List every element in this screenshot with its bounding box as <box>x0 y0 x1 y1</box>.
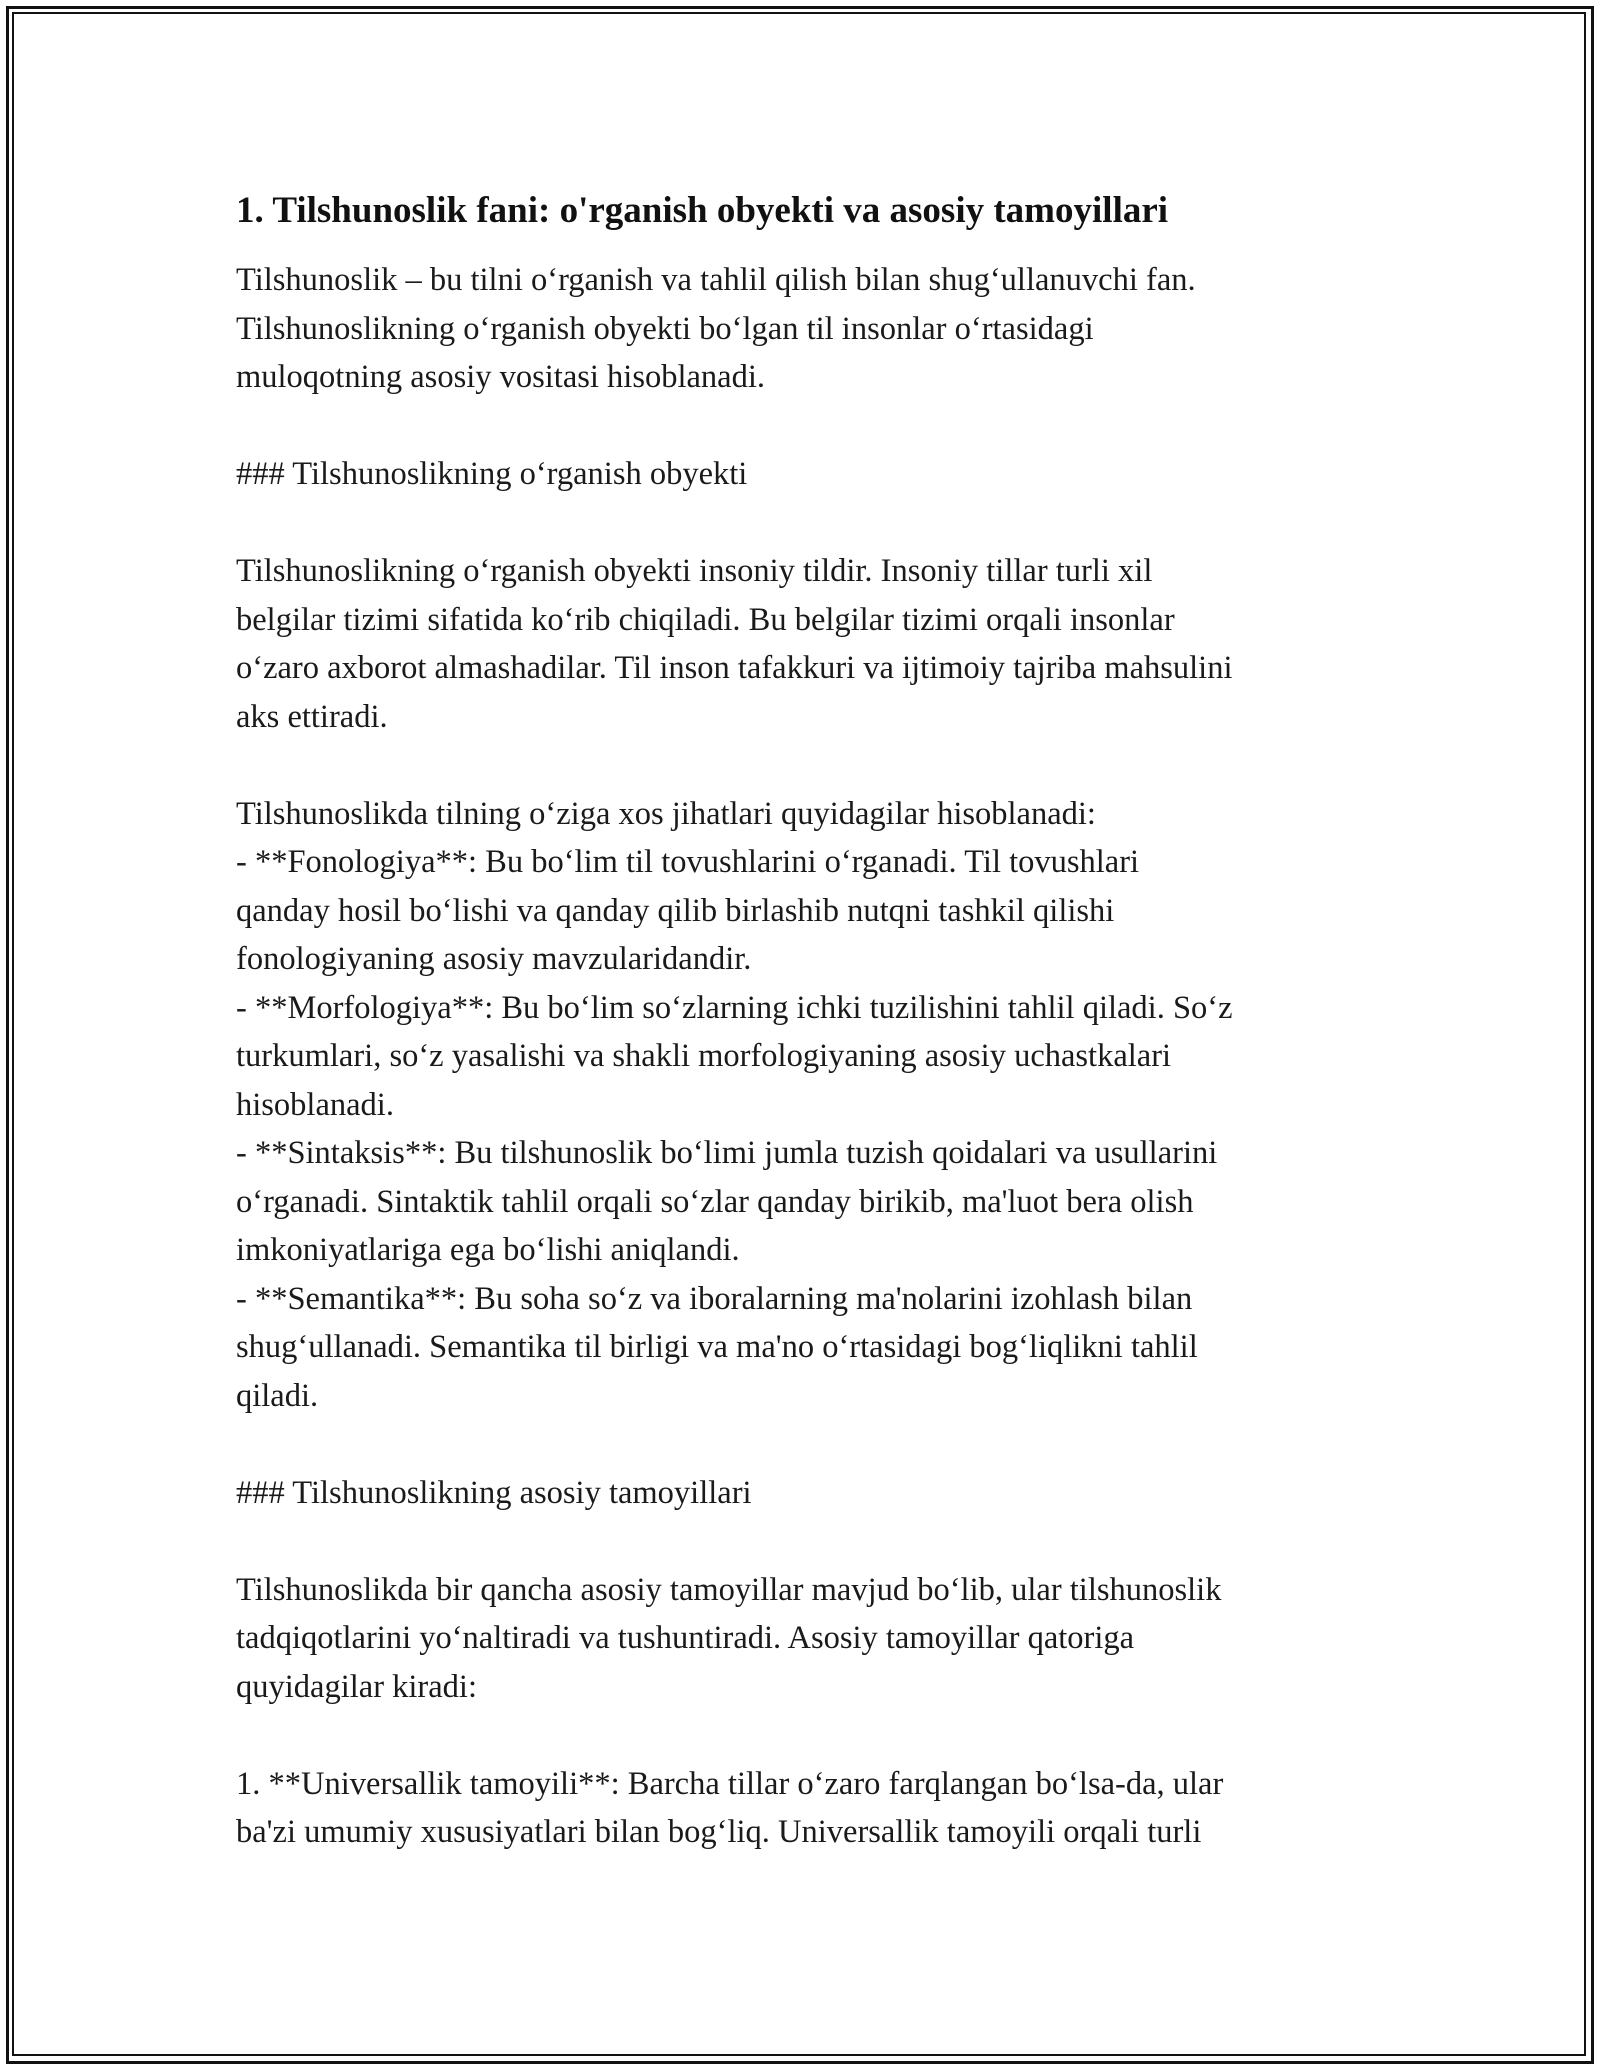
aspects-intro: Tilshunoslikda tilning o‘ziga xos jihatlari quyidagilar hisoblanadi: <box>236 795 1096 832</box>
list-item-line: imkoniyatlariga ega bo‘lishi aniqlandi. <box>236 1232 740 1268</box>
text-line: Tilshunoslikning o‘rganish obyekti insoniy tildir. Insoniy tillar turli xil <box>236 553 1153 589</box>
section-heading-object <box>236 450 1376 499</box>
section-heading-principles <box>236 1469 1376 1518</box>
principles-intro-paragraph <box>236 1566 1376 1712</box>
object-paragraph <box>236 547 1376 741</box>
list-item-line: hisoblanadi. <box>236 1086 394 1123</box>
spacer <box>236 741 1376 790</box>
text-line: tadqiqotlarini yo‘naltiradi va tushuntiradi. Asosiy tamoyillar qatoriga <box>236 1620 1135 1656</box>
list-item-line: qiladi. <box>236 1377 319 1414</box>
heading-text: ### Tilshunoslikning o‘rganish obyekti <box>236 456 748 492</box>
spacer <box>236 1711 1376 1760</box>
list-item-line: - **Semantika**: Bu soha so‘z va iboralarning ma'nolarini izohlash bilan <box>236 1280 1193 1317</box>
spacer <box>236 236 1376 256</box>
document-title: 1. Tilshunoslik fani: o'rganish obyekti va asosiy tamoyillari <box>236 190 1169 231</box>
text-line: 1. **Universallik tamoyili**: Barcha tillar o‘zaro farqlangan bo‘lsa-da, ular <box>236 1765 1224 1802</box>
text-line: Tilshunoslikning o‘rganish obyekti bo‘lgan til insonlar o‘rtasidagi <box>236 310 1094 347</box>
spacer <box>236 1517 1376 1566</box>
document-body <box>236 186 1376 1857</box>
text-line: ba'zi umumiy xususiyatlari bilan bog‘liq. Universallik tamoyili orqali turli <box>236 1814 1202 1850</box>
spacer <box>236 402 1376 451</box>
list-item-line: - **Sintaksis**: Bu tilshunoslik bo‘limi jumla tuzish qoidalari va usullarini <box>236 1135 1218 1171</box>
list-item-line: shug‘ullanadi. Semantika til birligi va ma'no o‘rtasidagi bog‘liqlikni tahlil <box>236 1329 1198 1365</box>
text-line: o‘zaro axborot almashadilar. Til inson tafakkuri va ijtimoiy tajriba mahsulini <box>236 650 1233 686</box>
list-item-line: o‘rganadi. Sintaktik tahlil orqali so‘zlar qanday birikib, ma'luot bera olish <box>236 1183 1194 1220</box>
intro-paragraph <box>236 256 1376 402</box>
principle-item <box>236 1760 1376 1857</box>
list-item-line: - **Morfologiya**: Bu bo‘lim so‘zlarning ichki tuzilishini tahlil qiladi. So‘z <box>236 989 1233 1026</box>
aspects-list <box>236 790 1376 1421</box>
text-line: muloqotning asosiy vositasi hisoblanadi. <box>236 359 766 395</box>
text-line: Tilshunoslik – bu tilni o‘rganish va tahlil qilish bilan shug‘ullanuvchi fan. <box>236 262 1196 298</box>
text-line: belgilar tizimi sifatida ko‘rib chiqiladi. Bu belgilar tizimi orqali insonlar <box>236 601 1175 638</box>
text-line: Tilshunoslikda bir qancha asosiy tamoyillar mavjud bo‘lib, ular tilshunoslik <box>236 1571 1222 1608</box>
spacer <box>236 1420 1376 1469</box>
spacer <box>236 499 1376 548</box>
list-item-line: qanday hosil bo‘lishi va qanday qilib birlashib nutqni tashkil qilishi <box>236 892 1115 929</box>
heading-text: ### Tilshunoslikning asosiy tamoyillari <box>236 1474 752 1511</box>
text-line: aks ettiradi. <box>236 698 388 735</box>
text-line: quyidagilar kiradi: <box>236 1668 477 1705</box>
list-item-line: - **Fonologiya**: Bu bo‘lim til tovushlarini o‘rganadi. Til tovushlari <box>236 844 1140 880</box>
list-item-line: fonologiyaning asosiy mavzularidandir. <box>236 941 752 977</box>
list-item-line: turkumlari, so‘z yasalishi va shakli morfologiyaning asosiy uchastkalari <box>236 1038 1172 1074</box>
